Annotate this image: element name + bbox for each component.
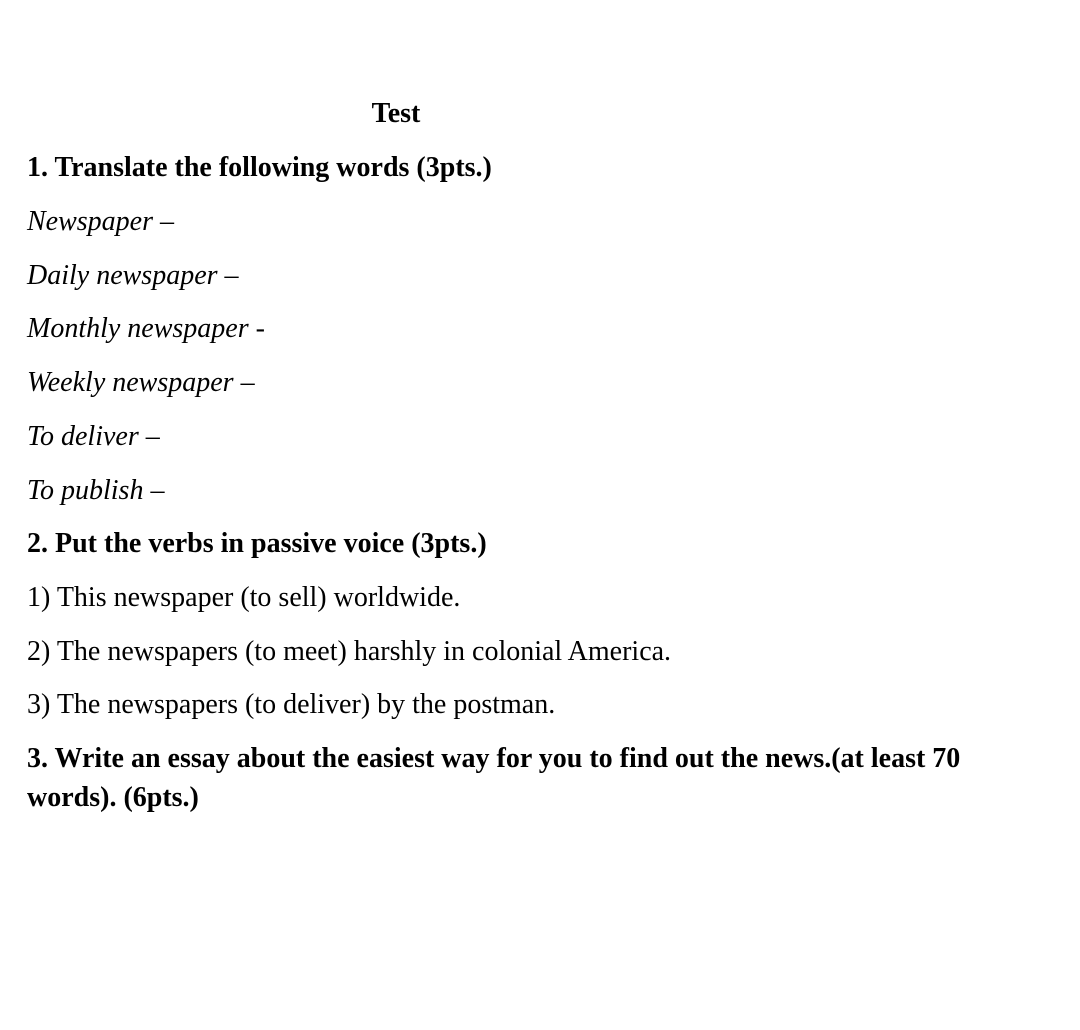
section-1-heading: 1. Translate the following words (3pts.) — [27, 152, 492, 183]
section-2-heading: 2. Put the verbs in passive voice (3pts.) — [27, 528, 487, 559]
document-title: Test — [371, 98, 421, 129]
word-item-weekly-newspaper: Weekly newspaper – — [27, 367, 255, 398]
sentence-item-2: 2) The newspapers (to meet) harshly in colonial America. — [27, 636, 672, 667]
word-item-newspaper: Newspaper – — [27, 206, 174, 237]
word-item-daily-newspaper: Daily newspaper – — [27, 260, 239, 291]
section-3-heading: 3. Write an essay about the easiest way for you to find out the news.(at least 70 words). (6pts.) — [27, 743, 961, 813]
word-item-monthly-newspaper: Monthly newspaper - — [27, 313, 265, 344]
word-item-to-publish: To publish – — [27, 475, 165, 506]
sentence-item-1: 1) This newspaper (to sell) worldwide. — [27, 582, 461, 613]
word-item-to-deliver: To deliver – — [27, 421, 160, 452]
sentence-item-3: 3) The newspapers (to deliver) by the postman. — [27, 689, 556, 720]
